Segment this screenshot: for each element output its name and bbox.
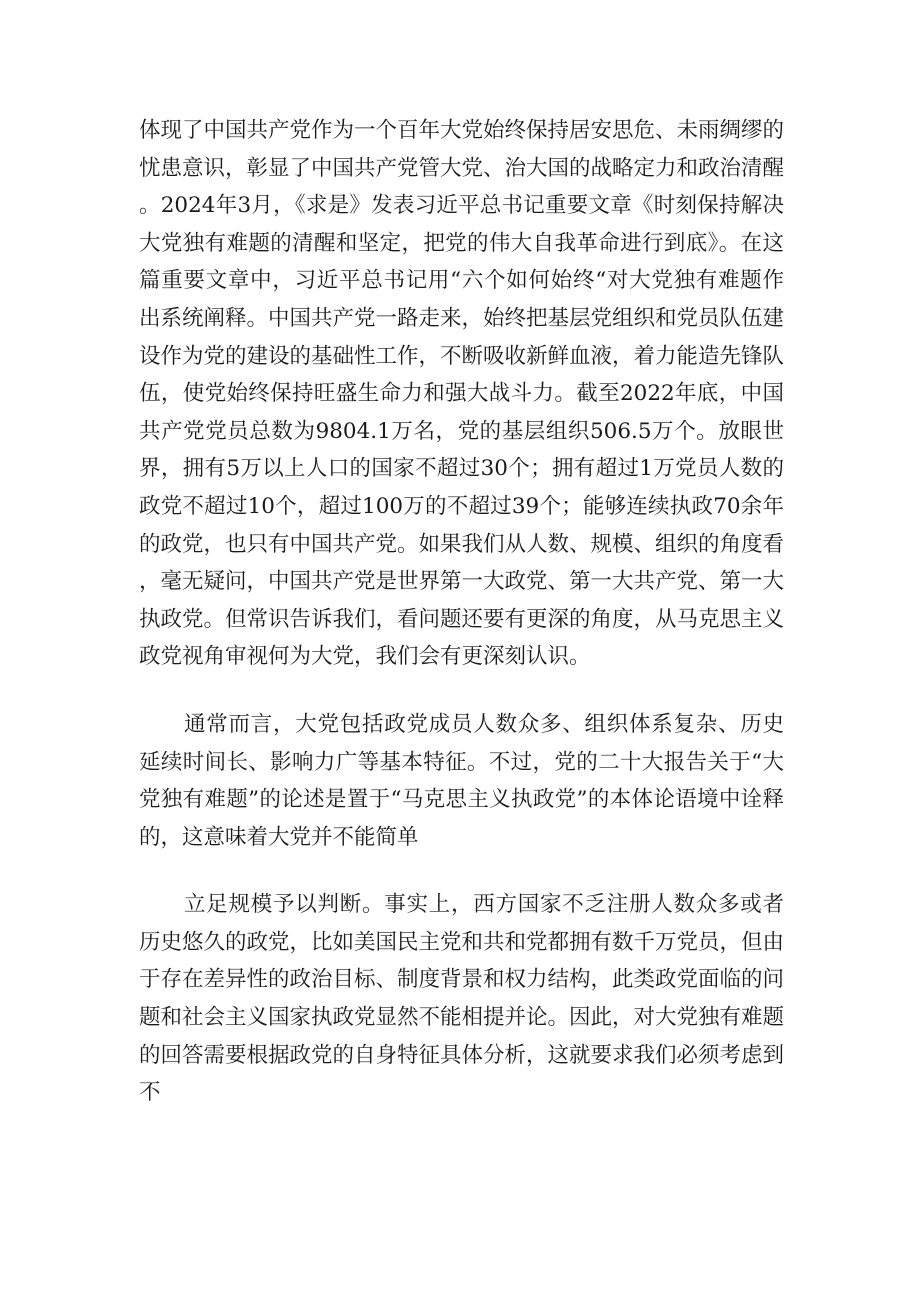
paragraph-3: 立足规模予以判断。事实上，西方国家不乏注册人数众多或者历史悠久的政党，比如美国民主党和共和党都拥有数千万党员，但由于存在差异性的政治目标、制度背景和权力结构，此类政党面临的问题和社会主义国家执政党显然不能相提并论。因此，对大党独有难题的回答需要根据政党的自身特征具体分析，这就要求我们必须考虑到不	[139, 892, 785, 1106]
paragraph-1: 体现了中国共产党作为一个百年大党始终保持居安思危、未雨绸缪的忧患意识，彰显了中国共产党管大党、治大国的战略定力和政治清醒。2024年3月，《求是》发表习近平总书记重要文章《时刻保持解决大党独有难题的清醒和坚定，把党的伟大自我革命进行到底》。在这篇重要文章中，习近平总书记用“六个如何始终“对大党独有难题作出系统阐释。中国共产党一路走来，始终把基层党组织和党员队伍建设作为党的建设的基础性工作，不断吸收新鲜血液，着力能造先锋队伍，使党始终保持旺盛生命力和强大战斗力。截至2022年底，中国共产党党员总数为9804.1万名，党的基层组织506.5万个。放眼世界，拥有5万以上人口的国家不超过30个；拥有超过1万党员人数的政党不超过10个，超过100万的不超过39个；能够连续执政70余年的政党，也只有中国共产党。如果我们从人数、规模、组织的角度看，毫无疑问，中国共产党是世界第一大政党、第一大共产党、第一大执政党。但常识告诉我们，看问题还要有更深的角度，从马克思主义政党视角审视何为大党，我们会有更深刻认识。	[139, 118, 785, 670]
document-page	[139, 112, 784, 1112]
paragraph-2: 通常而言，大党包括政党成员人数众多、组织体系复杂、历史延续时间长、影响力广等基本特征。不过，党的二十大报告关于“大党独有难题”的论述是置于“马克思主义执政党”的本体论语境中诠释的，这意味着大党并不能简单	[139, 711, 784, 850]
